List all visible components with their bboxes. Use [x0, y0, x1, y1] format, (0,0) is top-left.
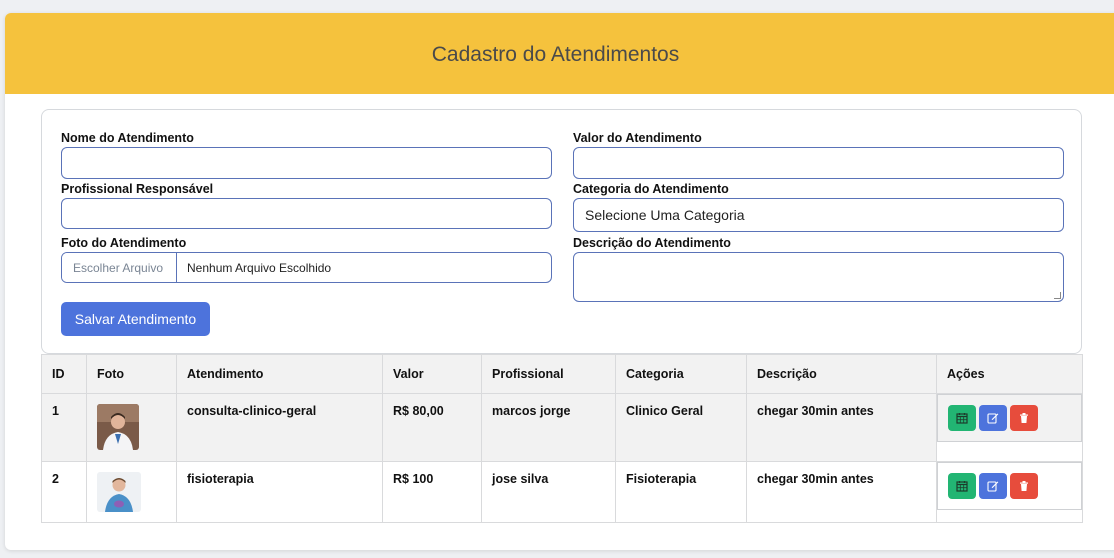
calendar-button[interactable] [948, 473, 976, 499]
nome-input[interactable] [61, 147, 552, 179]
cell-atendimento: fisioterapia [177, 462, 383, 523]
physio-photo-image [97, 472, 141, 512]
cell-categoria: Fisioterapia [616, 462, 747, 523]
cell-foto [87, 462, 177, 523]
calendar-icon [956, 412, 968, 424]
resize-handle-icon[interactable] [1054, 292, 1061, 299]
column-header: Foto [87, 355, 177, 394]
main-card [5, 13, 1114, 550]
cell-foto [87, 394, 177, 462]
cell-atendimento: consulta-clinico-geral [177, 394, 383, 462]
categoria-select[interactable]: Selecione Uma Categoria [573, 198, 1064, 232]
page-header [5, 13, 1114, 94]
trash-icon [1018, 412, 1030, 424]
column-header: ID [42, 355, 87, 394]
edit-icon [987, 480, 999, 492]
cell-id: 1 [42, 394, 87, 462]
cell-profissional: marcos jorge [482, 394, 616, 462]
cell-categoria: Clinico Geral [616, 394, 747, 462]
calendar-button[interactable] [948, 405, 976, 431]
column-header: Profissional [482, 355, 616, 394]
categoria-label: Categoria do Atendimento [573, 182, 729, 196]
page-title: Cadastro do Atendimentos [431, 42, 680, 66]
column-header: Descrição [747, 355, 937, 394]
delete-button[interactable] [1010, 405, 1038, 431]
doctor-photo-image [97, 404, 139, 450]
table-header-row [42, 355, 1083, 394]
save-button[interactable]: Salvar Atendimento [61, 302, 210, 336]
cell-valor: R$ 100 [383, 462, 482, 523]
column-header: Valor [383, 355, 482, 394]
cell-id: 2 [42, 462, 87, 523]
profissional-label: Profissional Responsável [61, 182, 214, 196]
cell-valor: R$ 80,00 [383, 394, 482, 462]
column-header: Atendimento [177, 355, 383, 394]
actions-group [937, 394, 1082, 442]
edit-button[interactable] [979, 405, 1007, 431]
table-row [42, 462, 1083, 523]
cell-descricao: chegar 30min antes [747, 394, 937, 462]
table-row [42, 394, 1083, 462]
file-name-text: Nenhum Arquivo Escolhido [187, 261, 332, 275]
foto-label: Foto do Atendimento [61, 236, 187, 250]
edit-button[interactable] [979, 473, 1007, 499]
trash-icon [1018, 480, 1030, 492]
descricao-label: Descrição do Atendimento [573, 236, 731, 250]
atendimentos-table [41, 354, 1083, 523]
cell-acoes [937, 462, 1083, 523]
actions-group [937, 462, 1082, 510]
foto-file-input[interactable] [61, 252, 552, 283]
calendar-icon [956, 480, 968, 492]
valor-input[interactable] [573, 147, 1064, 179]
column-header: Categoria [616, 355, 747, 394]
nome-label: Nome do Atendimento [61, 131, 194, 145]
profissional-input[interactable] [61, 198, 552, 229]
file-choose-button[interactable]: Escolher Arquivo [62, 253, 177, 282]
cell-acoes [937, 394, 1083, 462]
delete-button[interactable] [1010, 473, 1038, 499]
edit-icon [987, 412, 999, 424]
valor-label: Valor do Atendimento [573, 131, 702, 145]
column-header: Ações [937, 355, 1083, 394]
cell-descricao: chegar 30min antes [747, 462, 937, 523]
descricao-textarea[interactable] [573, 252, 1064, 302]
cell-profissional: jose silva [482, 462, 616, 523]
form-panel [41, 109, 1082, 354]
